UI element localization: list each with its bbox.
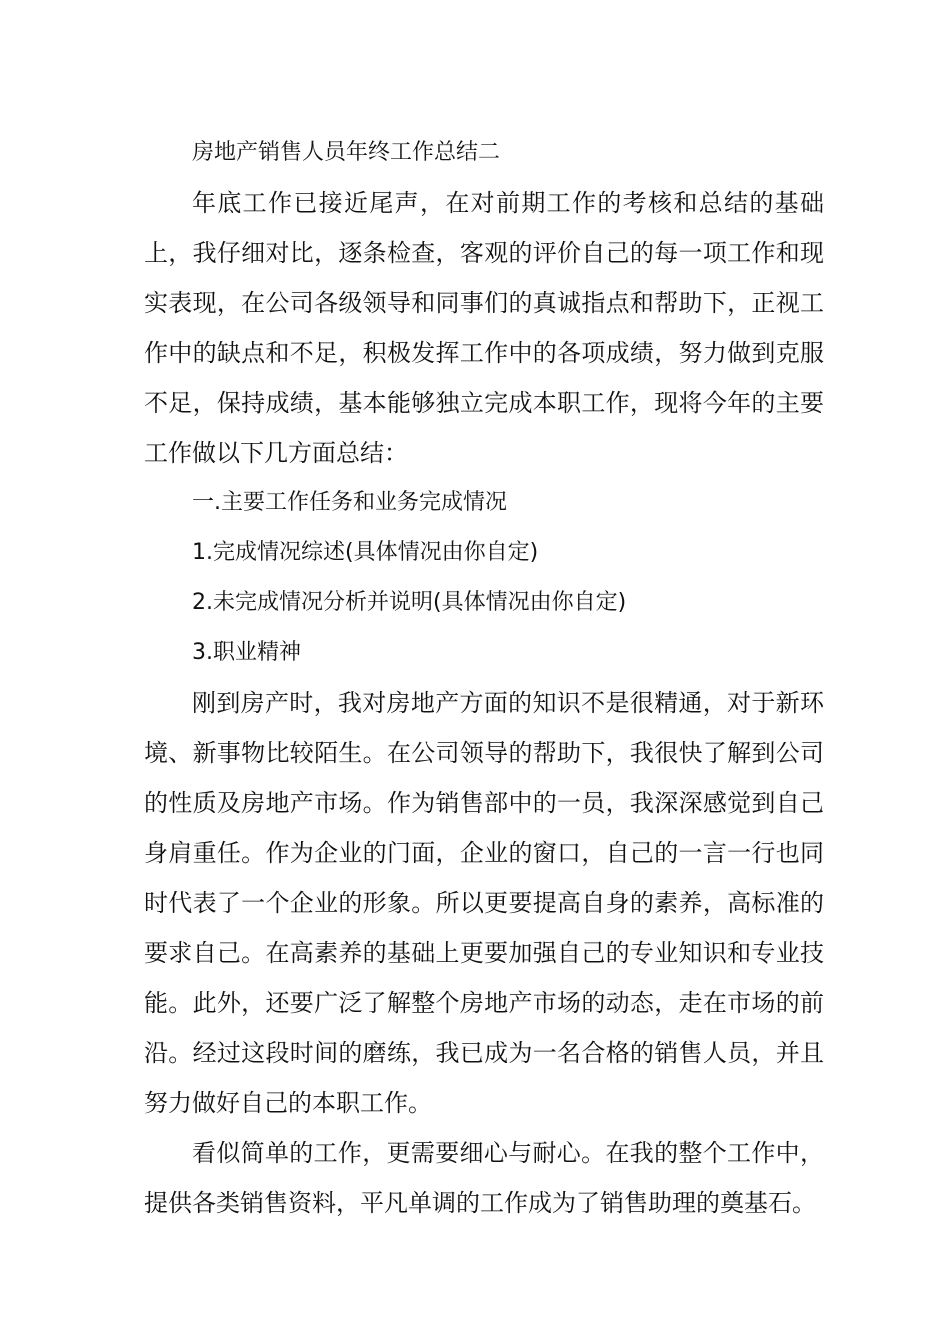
list-item-completion-summary: 1.完成情况综述(具体情况由你自定) (192, 540, 539, 565)
paragraph-professional-spirit: 刚到房产时，我对房地产方面的知识不是很精通，对于新环境、新事物比较陌生。在公司领导的帮助下，我很快了解到公司的性质及房地产市场。作为销售部中的一员，我深深感觉到自己身肩重任。作为企业的门面，企业的窗口，自己的一言一行也同时代表了一个企业的形象。所以更要提高自身的素养，高标准的要求自己。在高素养的基础上更要加强自己的专业知识和专业技能。此外，还要广泛了解整个房地产市场的动态，走在市场的前沿。经过这段时间的磨练，我已成为一名合格的销售人员，并且努力做好自己的本职工作。 (144, 689, 824, 1117)
list-item-professional-spirit: 3.职业精神 (192, 640, 301, 665)
paragraph-intro: 年底工作已接近尾声，在对前期工作的考核和总结的基础上，我仔细对比，逐条检查，客观的评价自己的每一项工作和现实表现，在公司各级领导和同事们的真诚指点和帮助下，正视工作中的缺点和不足，积极发挥工作中的各项成绩，努力做到克服不足，保持成绩，基本能够独立完成本职工作，现将今年的主要工作做以下几方面总结： (144, 189, 824, 467)
document-body (144, 128, 824, 1228)
list-item-incomplete-analysis: 2.未完成情况分析并说明(具体情况由你自定) (192, 590, 627, 615)
paragraph-patience: 看似简单的工作，更需要细心与耐心。在我的整个工作中，提供各类销售资料，平凡单调的工作成为了销售助理的奠基石。 (144, 1139, 824, 1217)
section-heading-main-tasks: 一.主要工作任务和业务完成情况 (192, 490, 507, 515)
document-title: 房地产销售人员年终工作总结二 (192, 140, 501, 165)
